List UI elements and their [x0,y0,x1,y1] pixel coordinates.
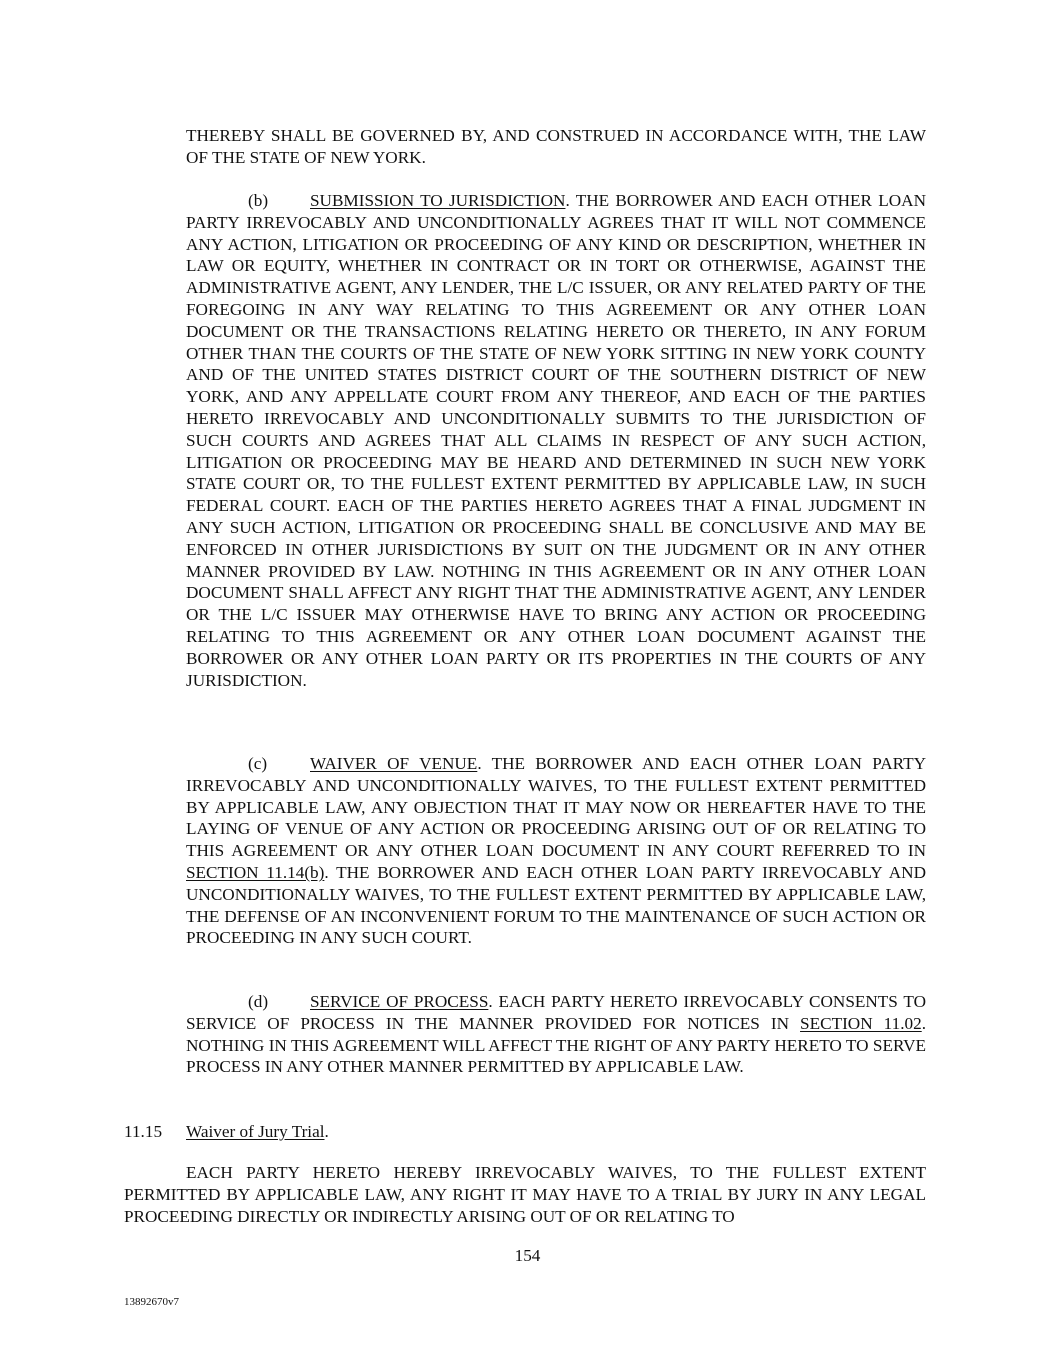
paragraph-b [186,190,926,691]
section-reference: SECTION 11.14(b) [186,862,325,882]
section-number: 11.15 [124,1122,163,1141]
paragraph-d [186,991,926,1078]
paragraph-body: . THE BORROWER AND EACH OTHER LOAN PARTY IRREVOCABLY AND UNCONDITIONALLY WAIVES, TO THE FULLEST EXTENT PERMITTED BY APPLICABLE LAW, THE DEFENSE OF AN INCONVENIENT FORUM TO THE MAINTENANCE OF SUCH ACTION OR PROCEEDING IN ANY SUCH COURT. [186,862,926,948]
paragraph-text: EACH PARTY HERETO HEREBY IRREVOCABLY WAIVES, TO THE FULLEST EXTENT PERMITTED BY APPLICABLE LAW, ANY RIGHT IT MAY HAVE TO A TRIAL BY JURY IN ANY LEGAL PROCEEDING DIRECTLY OR INDIRECTLY ARISING OUT OF OR RELATING TO [124,1163,926,1226]
paragraph-text: THEREBY SHALL BE GOVERNED BY, AND CONSTRUED IN ACCORDANCE WITH, THE LAW OF THE STATE OF NEW YORK. [186,126,926,167]
paragraph-body: . EACH PARTY HERETO IRREVOCABLY CONSENTS TO SERVICE OF PROCESS IN THE MANNER PROVIDED FOR NOTICES IN [186,992,926,1033]
section-title: Waiver of Jury Trial [186,1122,325,1141]
paragraph-heading: SERVICE OF PROCESS [310,992,489,1011]
document-id: 13892670v7 [124,1296,179,1308]
paragraph-number: (c) [248,754,268,773]
paragraph-body: . NOTHING IN THIS AGREEMENT WILL AFFECT THE RIGHT OF ANY PARTY HERETO TO SERVE PROCESS IN ANY OTHER MANNER PERMITTED BY APPLICABLE LAW. [186,1013,927,1077]
page-number: 154 [514,1246,541,1265]
paragraph-body: . THE BORROWER AND EACH OTHER LOAN PARTY IRREVOCABLY AND UNCONDITIONALLY AGREES THAT IT WILL NOT COMMENCE ANY ACTION, LITIGATION OR PROCEEDING OF ANY KIND OR DESCRIPTION, WHETHER IN LAW OR EQUITY, WHETHER IN CONTRACT OR IN TORT OR OTHERWISE, AGAINST THE ADMINISTRATIVE AGENT, ANY LENDER, THE L/C ISSUER, OR ANY RELATED PARTY OF THE FOREGOING IN ANY WAY RELATING TO THIS AGREEMENT OR ANY OTHER LOAN DOCUMENT OR THE TRANSACTIONS RELATING HERETO OR THERETO, IN ANY FORUM OTHER THAN THE COURTS OF THE STATE OF NEW YORK SITTING IN NEW YORK COUNTY AND OF THE UNITED STATES DISTRICT COURT OF THE SOUTHERN DISTRICT OF NEW YORK, AND ANY APPELLATE COURT FROM ANY THEREOF, AND EACH OF THE PARTIES HERETO IRREVOCABLY AND UNCONDITIONALLY SUBMITS TO THE JURISDICTION OF SUCH COURTS AND AGREES THAT ALL CLAIMS IN RESPECT OF ANY SUCH ACTION, LITIGATION OR PROCEEDING MAY BE HEARD AND DETERMINED IN SUCH NEW YORK STATE COURT OR, TO THE FULLEST EXTENT PERMITTED BY APPLICABLE LAW, IN SUCH FEDERAL COURT. EACH OF THE PARTIES HERETO AGREES THAT A FINAL JUDGMENT IN ANY SUCH ACTION, LITIGATION OR PROCEEDING SHALL BE CONCLUSIVE AND MAY BE ENFORCED IN OTHER JURISDICTIONS BY SUIT ON THE JUDGMENT OR IN ANY OTHER MANNER PROVIDED BY LAW. NOTHING IN THIS AGREEMENT OR IN ANY OTHER LOAN DOCUMENT SHALL AFFECT ANY RIGHT THAT THE ADMINISTRATIVE AGENT, ANY LENDER OR THE L/C ISSUER MAY OTHERWISE HAVE TO BRING ANY ACTION OR PROCEEDING RELATING TO THIS AGREEMENT OR ANY OTHER LOAN DOCUMENT AGAINST THE BORROWER OR ANY OTHER LOAN PARTY OR ITS PROPERTIES IN THE COURTS OF ANY JURISDICTION. [186,191,926,690]
section-title-suffix: . [324,1122,329,1141]
paragraph-continuation [186,125,926,169]
section-heading [124,1121,329,1143]
paragraph-c [186,753,926,949]
paragraph-heading: WAIVER OF VENUE [310,754,478,773]
paragraph-heading: SUBMISSION TO JURISDICTION [310,191,566,210]
section-reference: SECTION 11.02 [800,1013,922,1033]
paragraph-jury-waiver [124,1162,926,1227]
paragraph-number: (d) [248,992,269,1011]
paragraph-number: (b) [248,191,269,210]
paragraph-body: . THE BORROWER AND EACH OTHER LOAN PARTY IRREVOCABLY AND UNCONDITIONALLY WAIVES, TO THE FULLEST EXTENT PERMITTED BY APPLICABLE LAW, ANY OBJECTION THAT IT MAY NOW OR HEREAFTER HAVE TO THE LAYING OF VENUE OF ANY ACTION OR PROCEEDING ARISING OUT OF OR RELATING TO THIS AGREEMENT OR ANY OTHER LOAN DOCUMENT IN ANY COURT REFERRED TO IN [186,754,926,861]
